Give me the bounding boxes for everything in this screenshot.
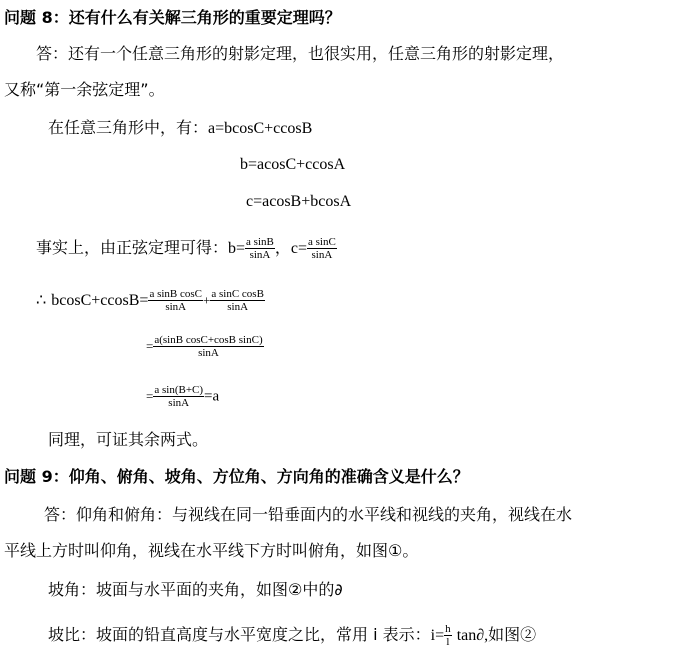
q8-eq1: a=bcosC+ccosB (208, 120, 313, 137)
b-fraction-den: sinA (249, 249, 271, 261)
fraction-3-den: sinA (198, 347, 219, 359)
fraction-3-num: a(sinB cosC+cosB sinC) (154, 334, 263, 346)
q8-derivation-line2 (146, 332, 264, 361)
q8-c-eq: c= (290, 240, 307, 257)
i-equals: i= (430, 627, 445, 644)
q8-derivation-line3 (146, 382, 219, 411)
h-num: h (445, 623, 451, 635)
fraction-4 (153, 384, 204, 409)
q8-b-eq: b= (228, 240, 246, 257)
q8-derivation-line1 (36, 286, 265, 315)
c-fraction-num: a sinC (308, 236, 336, 248)
fraction-4-result: =a (204, 388, 220, 405)
q9-answer-line2: 平线上方时叫仰角，视线在水平线下方时叫俯角，如图①。 (4, 541, 419, 560)
q8-eq2: b=acosC+ccosA (240, 156, 346, 173)
q8-sine-law-line (36, 234, 337, 263)
q8-eq3: c=acosB+bcosA (246, 193, 352, 210)
q9-slope-angle: 坡角：坡面与水平面的夹角，如图②中的∂ (48, 580, 343, 599)
q8-answer-line2: 又称“第一余弦定理”。 (4, 80, 165, 99)
fraction-4-num: a sin(B+C) (154, 384, 204, 396)
equals-sign-1: = (146, 338, 154, 354)
fraction-1-den: sinA (165, 301, 187, 313)
q9-slope-ratio-text: 坡比：坡面的铅直高度与水平宽度之比，常用 i 表示： (48, 625, 431, 644)
q8-lhs: bcosC+ccosB= (51, 292, 149, 309)
tan-tail: tan∂,如图② (456, 627, 537, 644)
q8-intro: 在任意三角形中，有： (48, 118, 209, 137)
q8-answer-line1: 答：还有一个任意三角形的射影定理，也很实用，任意三角形的射影定理， (36, 44, 565, 63)
fraction-3 (153, 334, 263, 359)
b-fraction (245, 236, 275, 261)
therefore-symbol: ∴ (36, 290, 47, 309)
comma: ， (274, 238, 291, 257)
q9-title: 问题 9：仰角、俯角、坡角、方位角、方向角的准确含义是什么？ (4, 467, 469, 486)
q8-fact-text: 事实上，由正弦定理可得： (36, 238, 229, 257)
q9-answer-line1: 答：仰角和俯角：与视线在同一铅垂面内的水平线和视线的夹角，视线在水 (44, 505, 573, 524)
fraction-2-num: a sinC cosB (211, 288, 264, 300)
h-over-l-fraction (444, 623, 452, 648)
b-fraction-num: a sinB (246, 236, 274, 248)
l-den: l (446, 636, 450, 648)
c-fraction-den: sinA (311, 249, 333, 261)
fraction-2 (210, 288, 265, 313)
q8-title: 问题 8：还有什么有关解三角形的重要定理吗？ (4, 8, 341, 27)
equals-sign-2: = (146, 388, 154, 404)
fraction-4-den: sinA (168, 397, 190, 409)
q9-slope-ratio-line (48, 620, 536, 651)
plus-sign: + (203, 292, 211, 308)
fraction-1 (148, 288, 203, 313)
c-fraction (307, 236, 337, 261)
q8-similarly: 同理，可证其余两式。 (48, 430, 209, 449)
fraction-2-den: sinA (227, 301, 249, 313)
fraction-1-num: a sinB cosC (149, 288, 202, 300)
q8-theorem-line1 (48, 118, 312, 139)
